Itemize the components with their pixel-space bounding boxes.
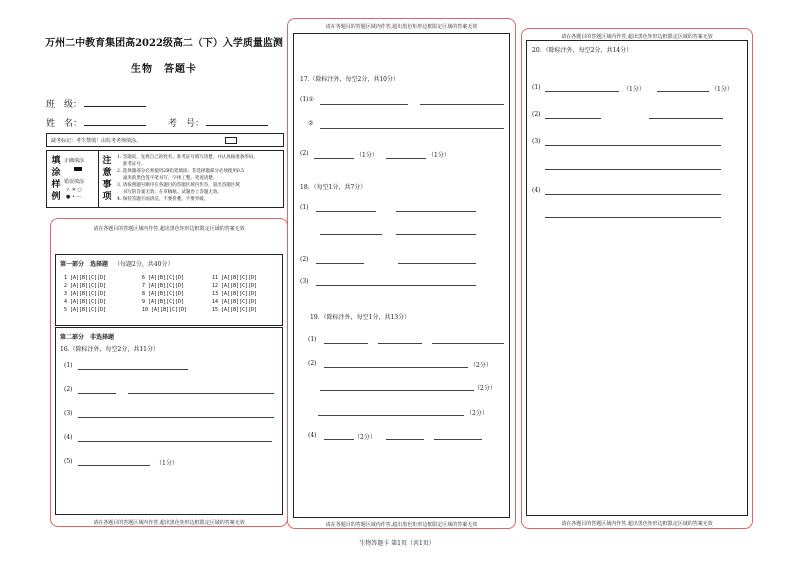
- wrong-fill-symbols-2: ● • —: [66, 194, 82, 200]
- choice-item[interactable]: 2 [A][B][C][D]: [64, 283, 107, 289]
- boundary-note-top: 请在各题目的答题区域内作答,超出黑色矩形边框限定区域的答案无效: [325, 24, 478, 30]
- choice-item[interactable]: 8 [A][B][C][D]: [142, 291, 185, 297]
- q17-2-note-b: （1分）: [428, 152, 450, 159]
- boundary-note-bottom: 请在各题目的答题区域内作答,超出黑色矩形边框限定区域的答案无效: [561, 521, 713, 527]
- q17-2-blank-b[interactable]: [386, 158, 426, 159]
- name-label: 姓 名：: [46, 119, 83, 129]
- q16-2-label: (2): [64, 386, 73, 393]
- wrong-fill-symbols: ✓ ✕ ○: [66, 187, 82, 193]
- q17-1-label: (1)①: [300, 96, 314, 103]
- choice-item[interactable]: 4 [A][B][C][D]: [64, 299, 107, 305]
- boundary-note-top: 请在各题目的答题区域内作答,超出黑色矩形边框限定区域的答案无效: [561, 34, 713, 40]
- q20-4-blank-a[interactable]: [545, 194, 721, 195]
- q20-3-label: (3): [532, 138, 541, 145]
- q18-heading: 18．（每空1分，共7分）: [300, 184, 367, 191]
- choice-item[interactable]: 7 [A][B][C][D]: [142, 283, 185, 289]
- q18-1-blank-a[interactable]: [316, 211, 376, 212]
- choice-item[interactable]: 10 [A][B][C][D]: [142, 307, 188, 313]
- card-subtitle: 生物 答题卡: [131, 64, 197, 75]
- absent-checkbox[interactable]: [225, 137, 237, 144]
- q19-4-blank-a[interactable]: [324, 439, 354, 440]
- q18-3-label: (3): [300, 278, 309, 285]
- q20-4-label: (4): [532, 187, 541, 194]
- q20-1-blank-b[interactable]: [657, 91, 709, 92]
- q20-2-label: (2): [532, 111, 541, 118]
- q19-1-blank-b[interactable]: [378, 343, 422, 344]
- q18-1-blank-d[interactable]: [396, 234, 476, 235]
- absent-mark-box: [46, 133, 284, 147]
- q18-1-label: (1): [300, 204, 309, 211]
- q16-2-blank-b[interactable]: [128, 393, 274, 394]
- absent-mark-text: 缺考标记：考生禁填！由监考老师填涂。: [51, 138, 142, 144]
- q18-3-blank[interactable]: [316, 285, 476, 286]
- boundary-note-bottom: 请在各题目的答题区域内作答,超出黑色矩形边框限定区域的答案无效: [325, 522, 478, 528]
- q17-heading: 17.（除标注外，每空2分，共10分）: [300, 76, 399, 83]
- q20-heading: 20．（除标注外，每空2分，共14分）: [532, 47, 633, 54]
- q19-2-label: (2): [308, 360, 317, 367]
- part1-choice-box: [55, 254, 283, 326]
- part1-title: 第一部分 选择题: [60, 261, 109, 268]
- choice-item[interactable]: 11 [A][B][C][D]: [212, 275, 258, 281]
- q19-1-label: (1): [308, 336, 317, 343]
- q16-heading: 16.（除标注外，每空2分，共11分）: [60, 346, 159, 353]
- fill-example-label: 填 涂 样 例: [51, 156, 61, 202]
- q16-4-label: (4): [64, 434, 73, 441]
- choice-item[interactable]: 15 [A][B][C][D]: [212, 307, 258, 313]
- choice-item[interactable]: 9 [A][B][C][D]: [142, 299, 185, 305]
- q16-1-blank[interactable]: [78, 369, 188, 370]
- q16-2-blank-a[interactable]: [78, 393, 116, 394]
- answer-region-1: [50, 218, 288, 527]
- instructions-box: [46, 150, 284, 208]
- note-item: 3. 请按照题号顺序在各题目的答题区域内作答，超出答题区域: [117, 183, 240, 188]
- q18-1-blank-b[interactable]: [396, 211, 476, 212]
- q19-3b-note: （2分）: [466, 410, 488, 417]
- class-label: 班 级：: [46, 100, 83, 110]
- q20-1-label: (1): [532, 84, 541, 91]
- part2-title: 第二部分 非选择题: [60, 334, 115, 341]
- choice-item[interactable]: 13 [A][B][C][D]: [212, 291, 258, 297]
- q16-5-label: (5): [64, 458, 73, 465]
- exam-no-field[interactable]: [206, 125, 268, 126]
- col3-inner-box: [526, 40, 748, 516]
- q18-2-label: (2): [300, 256, 309, 263]
- q19-4-note: （2分）: [354, 434, 376, 441]
- q16-3-blank[interactable]: [78, 417, 274, 418]
- part2-box: [55, 327, 283, 515]
- q19-3-blank[interactable]: [320, 390, 474, 391]
- q19-4-label: (4): [308, 432, 317, 439]
- fill-example-panel: [47, 151, 99, 207]
- note-item: 2. 选择题部分必须使用2B铅笔填涂；非选择题部分必须使用0.5: [117, 169, 245, 174]
- choice-item[interactable]: 5 [A][B][C][D]: [64, 307, 107, 313]
- note-item: 毫米的黑色签字笔书写，字体工整、笔迹清楚。: [117, 176, 218, 181]
- note-item: 准考证号。: [117, 162, 146, 167]
- note-item: 4. 保持答题卡面清洁，不要折叠、不要弄破。: [117, 197, 209, 202]
- q19-2-blank[interactable]: [324, 367, 468, 368]
- q19-2-note: （2分）: [470, 362, 492, 369]
- q20-1-note-a: （1分）: [623, 86, 645, 93]
- choice-item[interactable]: 12 [A][B][C][D]: [212, 283, 258, 289]
- q19-heading: 19．（除标注外，每空1分，共13分）: [310, 314, 411, 321]
- note-item: 书写的答案无效；在草稿纸、试题卷上答题无效。: [117, 190, 222, 195]
- q16-1-label: (1): [64, 362, 73, 369]
- q19-4-blank-c[interactable]: [434, 439, 482, 440]
- q17-1b-label: ②: [308, 120, 314, 127]
- q20-3-blank-b[interactable]: [545, 169, 721, 170]
- correct-fill-sample: [74, 167, 82, 171]
- choice-item[interactable]: 3 [A][B][C][D]: [64, 291, 107, 297]
- notes-label: 注 意 事 项: [102, 156, 112, 202]
- page-footer: 生物答题卡 第1页（共1页）: [359, 540, 435, 547]
- exam-title: 万州二中教育集团高2022级高二（下）入学质量监测: [45, 38, 283, 49]
- q19-1-blank-c[interactable]: [432, 343, 504, 344]
- q20-3-blank-a[interactable]: [545, 145, 721, 146]
- q17-2-label: (2): [300, 150, 309, 157]
- q17-2-note-a: （1分）: [356, 152, 378, 159]
- q19-1-blank-a[interactable]: [324, 343, 368, 344]
- correct-fill-label: 正确填涂: [64, 158, 85, 164]
- q19-4-blank-b[interactable]: [386, 439, 424, 440]
- note-item: 1. 答题前，先将自己的姓名、准考证号填写清楚，并认真核准条形码。: [117, 155, 258, 160]
- notes-list: [117, 154, 282, 203]
- answer-region-3: [521, 28, 753, 529]
- class-field[interactable]: [84, 106, 146, 107]
- exam-no-label: 考 号：: [168, 119, 205, 129]
- q16-5-note: （1分）: [156, 460, 178, 467]
- choice-item[interactable]: 6 [A][B][C][D]: [142, 275, 185, 281]
- q17-1-blank-b[interactable]: [420, 104, 504, 105]
- answer-region-2: [287, 18, 516, 529]
- q18-1-blank-c[interactable]: [320, 234, 382, 235]
- choice-item[interactable]: 14 [A][B][C][D]: [212, 299, 258, 305]
- q20-2-blank-b[interactable]: [649, 118, 723, 119]
- q17-1-blank-a[interactable]: [320, 104, 408, 105]
- q19-3-note: （2分）: [474, 385, 496, 392]
- q20-1-note-b: （1分）: [711, 86, 733, 93]
- part1-note: （每题2分，共40分）: [114, 261, 174, 268]
- q16-5-blank[interactable]: [78, 465, 150, 466]
- boundary-note-top: 请在各题目的答题区域内作答,超出黑色矩形边框限定区域的答案无效: [93, 226, 245, 232]
- q20-2-blank-a[interactable]: [545, 118, 601, 119]
- q20-4-blank-b[interactable]: [545, 217, 721, 218]
- q17-1b-blank[interactable]: [320, 128, 504, 129]
- boundary-note-bottom: 请在各题目的答题区域内作答,超出黑色矩形边框限定区域的答案无效: [93, 520, 245, 526]
- q17-2-blank-a[interactable]: [314, 158, 354, 159]
- q16-3-label: (3): [64, 410, 73, 417]
- q19-3b-blank[interactable]: [318, 415, 464, 416]
- choice-item[interactable]: 1 [A][B][C][D]: [64, 275, 107, 281]
- q16-4-blank[interactable]: [78, 441, 272, 442]
- col2-inner-box: [293, 33, 510, 518]
- q20-1-blank-a[interactable]: [545, 91, 619, 92]
- wrong-fill-label: 错误填涂: [64, 179, 85, 185]
- q18-2-blank-b[interactable]: [398, 263, 476, 264]
- name-field[interactable]: [84, 125, 146, 126]
- q18-2-blank-a[interactable]: [316, 263, 364, 264]
